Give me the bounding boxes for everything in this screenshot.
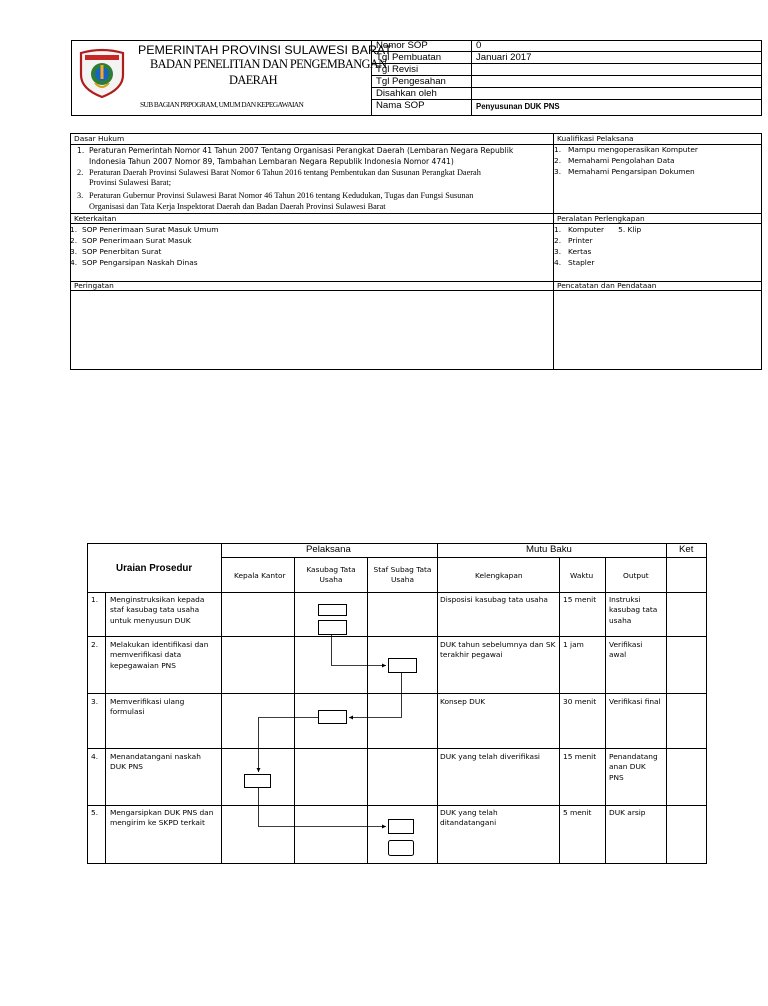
header-pelaksana: Pelaksana xyxy=(306,544,351,555)
kualifikasi-1-number: 1. xyxy=(554,145,562,154)
flow-arrow-3-4 xyxy=(259,718,319,773)
step-3-process-box xyxy=(319,711,347,724)
dasar-hukum-1-text: Peraturan Pemerintah Nomor 41 Tahun 2007 Tentang Organisasi Perangkat Daerah (Lembaran Negara Republik xyxy=(89,146,514,155)
keterkaitan-1-text: SOP Penerimaan Surat Masuk Umum xyxy=(82,225,219,234)
header-ket: Ket xyxy=(679,544,694,555)
sub-unit-label: SUB BAGIAN PRPOGRAM, UMUM DAN KEPEGAWAIAN xyxy=(140,100,304,109)
dasar-hukum-2-cont: Provinsi Sulawesi Barat; xyxy=(89,178,172,187)
keterkaitan-2-text: SOP Penerimaan Surat Masuk xyxy=(82,236,192,245)
dasar-hukum-3-number: 3. xyxy=(77,191,84,200)
field-label-disahkan-oleh: Disahkan oleh xyxy=(376,88,437,99)
org-line-2: BADAN PENELITIAN DAN PENGEMBANGAN xyxy=(150,57,387,71)
col-staf-subag-tata-usaha: Staf Subag Tata Usaha xyxy=(373,565,432,585)
row-3-number: 3. xyxy=(91,697,99,706)
header-uraian-prosedur: Uraian Prosedur xyxy=(116,563,193,574)
peralatan-2-text: Printer xyxy=(568,236,593,245)
dasar-hukum-2-number: 2. xyxy=(77,168,84,177)
peralatan-3-number: 3. xyxy=(554,247,562,256)
dasar-hukum-2-text: Peraturan Daerah Provinsi Sulawesi Barat Nomor 6 Tahun 2016 tentang Pembentukan dan Susunan Perangkat Daerah xyxy=(89,168,481,177)
keterkaitan-4-number: 4. xyxy=(70,258,78,267)
step-5-archive-box xyxy=(389,841,414,856)
row-3-uraian: Memverifikasi ulang formulasi xyxy=(110,697,185,717)
keterkaitan-3-text: SOP Penerbitan Surat xyxy=(82,247,162,256)
field-label-nomor-sop: Nomor SOP xyxy=(376,40,428,51)
dasar-hukum-3-text: Peraturan Gubernur Provinsi Sulawesi Barat Nomor 46 Tahun 2016 tentang Kedudukan, Tugas dan Fungsi Susunan xyxy=(89,191,474,200)
kualifikasi-3-text: Memahami Pengarsipan Dokumen xyxy=(568,167,695,176)
peringatan-title: Peringatan xyxy=(74,281,114,290)
row-5-waktu: 5 menit xyxy=(563,808,592,817)
kualifikasi-2-text: Memahami Pengolahan Data xyxy=(568,156,675,165)
kualifikasi-2-number: 2. xyxy=(554,156,562,165)
header-mutu-baku: Mutu Baku xyxy=(526,544,572,555)
field-label-tgl-pembuatan: Tgl Pembuatan xyxy=(376,52,442,63)
row-2-kelengkapan: DUK tahun sebelumnya dan SK terakhir pegawai xyxy=(440,640,556,660)
step-4-process-box xyxy=(245,775,271,788)
dasar-hukum-1-number: 1. xyxy=(77,146,85,155)
col-output: Output xyxy=(623,571,649,580)
col-kepala-kantor: Kepala Kantor xyxy=(234,571,286,580)
pencatatan-title: Pencatatan dan Pendataan xyxy=(557,281,657,290)
row-2-number: 2. xyxy=(91,640,99,649)
peralatan-1-text: Komputer 5. Klip xyxy=(568,225,642,234)
row-4-uraian: Menandatangani naskah DUK PNS xyxy=(110,752,201,772)
step-5-process-box xyxy=(389,820,414,834)
field-value-nomor-sop: 0 xyxy=(476,40,482,51)
row-1-output: Instruksi kasubag tata usaha xyxy=(609,595,658,625)
kualifikasi-title: Kualifikasi Pelaksana xyxy=(557,134,634,143)
peralatan-1-number: 1. xyxy=(554,225,562,234)
step-1-process-box-a xyxy=(319,605,347,616)
row-5-number: 5. xyxy=(91,808,99,817)
col-kasubag-tata-usaha: Kasubag Tata Usaha xyxy=(306,565,356,585)
row-1-waktu: 15 menit xyxy=(563,595,597,604)
row-1-kelengkapan: Disposisi kasubag tata usaha xyxy=(440,595,548,604)
field-value-nama-sop: Penyusunan DUK PNS xyxy=(476,102,560,111)
row-2-output: Verifikasi awal xyxy=(609,640,643,660)
peralatan-4-text: Stapler xyxy=(568,258,595,267)
keterkaitan-3-number: 3. xyxy=(70,247,78,256)
flow-arrow-1-2 xyxy=(332,635,387,666)
row-3-output: Verifikasi final xyxy=(609,697,661,706)
row-4-kelengkapan: DUK yang telah diverifikasi xyxy=(440,752,540,761)
col-kelengkapan: Kelengkapan xyxy=(475,571,523,580)
dasar-hukum-3-cont: Organisasi dan Tata Kerja Inspektorat Daerah dan Badan Daerah Provinsi Sulawesi Barat xyxy=(89,202,386,211)
org-line-3: DAERAH xyxy=(229,73,278,87)
row-4-output: Penandatang anan DUK PNS xyxy=(609,752,658,782)
keterkaitan-4-text: SOP Pengarsipan Naskah Dinas xyxy=(82,258,198,267)
row-2-uraian: Melakukan identifikasi dan memverifikasi data kepegawaian PNS xyxy=(110,640,209,670)
peralatan-3-text: Kertas xyxy=(568,247,592,256)
field-label-nama-sop: Nama SOP xyxy=(376,100,425,111)
col-waktu: Waktu xyxy=(570,571,594,580)
peralatan-4-number: 4. xyxy=(554,258,562,267)
dasar-hukum-1-cont: Indonesia Tahun 2007 Nomor 89, Tambahan Lembaran Negara Republik Indonesia Nomor 4741) xyxy=(89,157,454,166)
peralatan-title: Peralatan Perlengkapan xyxy=(557,214,645,223)
row-4-waktu: 15 menit xyxy=(563,752,597,761)
row-2-waktu: 1 jam xyxy=(563,640,584,649)
flow-arrow-4-5 xyxy=(259,788,387,827)
row-3-kelengkapan: Konsep DUK xyxy=(440,697,486,706)
row-1-uraian: Menginstruksikan kepada staf kasubag tata usaha untuk menyusun DUK xyxy=(110,595,205,625)
row-5-uraian: Mengarsipkan DUK PNS dan mengirim ke SKPD terkait xyxy=(110,808,214,828)
row-3-waktu: 30 menit xyxy=(563,697,597,706)
keterkaitan-title: Keterkaitan xyxy=(74,214,117,223)
peralatan-2-number: 2. xyxy=(554,236,562,245)
kualifikasi-3-number: 3. xyxy=(554,167,562,176)
field-label-tgl-pengesahan: Tgl Pengesahan xyxy=(376,76,446,87)
flow-arrow-2-3 xyxy=(349,673,402,718)
row-5-kelengkapan: DUK yang telah ditandatangani xyxy=(440,808,498,828)
row-4-number: 4. xyxy=(91,752,99,761)
keterkaitan-1-number: 1. xyxy=(70,225,78,234)
row-1-number: 1. xyxy=(91,595,99,604)
keterkaitan-2-number: 2. xyxy=(70,236,78,245)
kualifikasi-1-text: Mampu mengoperasikan Komputer xyxy=(568,145,698,154)
org-line-1: PEMERINTAH PROVINSI SULAWESI BARAT xyxy=(138,43,392,57)
field-value-tgl-pembuatan: Januari 2017 xyxy=(476,52,532,63)
step-2-process-box xyxy=(389,659,417,673)
row-5-output: DUK arsip xyxy=(609,808,646,817)
dasar-hukum-title: Dasar Hukum xyxy=(74,134,125,143)
step-1-process-box-b xyxy=(319,621,347,635)
field-label-tgl-revisi: Tgl Revisi xyxy=(376,64,419,75)
